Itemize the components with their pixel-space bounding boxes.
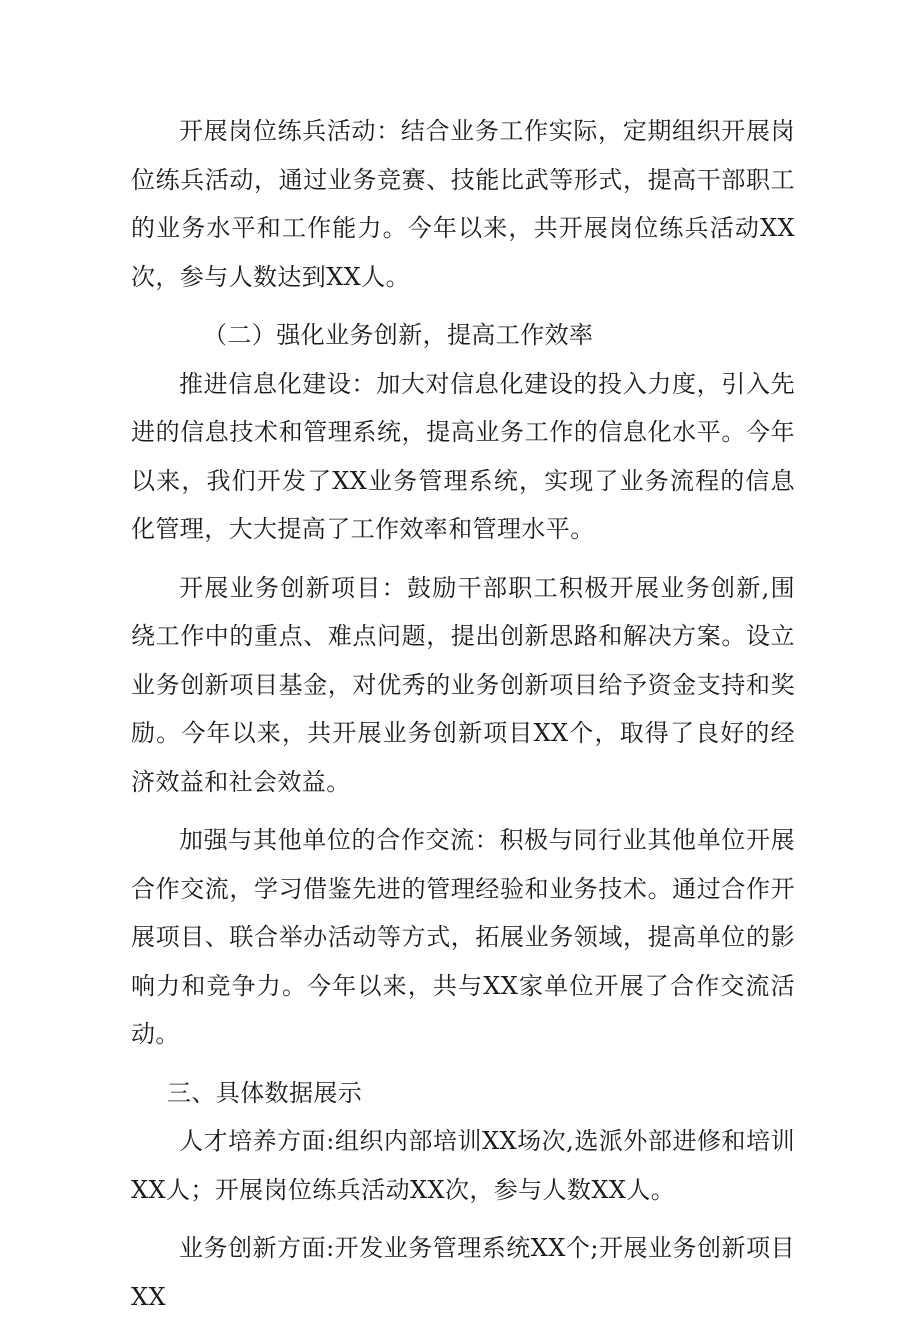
paragraph-informatization: 推进信息化建设：加大对信息化建设的投入力度，引入先进的信息技术和管理系统，提高业务工作的信息化水平。今年以来，我们开发了XX业务管理系统，实现了业务流程的信息化管理，大大提高了工作效率和管理水平。 (131, 369, 795, 543)
section-heading-data-display: 三、具体数据展示 (167, 1078, 363, 1107)
paragraph-job-training: 开展岗位练兵活动：结合业务工作实际，定期组织开展岗位练兵活动，通过业务竞赛、技能比武等形式，提高干部职工的业务水平和工作能力。今年以来，共开展岗位练兵活动XX次，参与人数达到XX人。 (131, 117, 795, 291)
paragraph-innovation-projects: 开展业务创新项目：鼓励干部职工积极开展业务创新,围绕工作中的重点、难点问题，提出创新思路和解决方案。设立业务创新项目基金，对优秀的业务创新项目给予资金支持和奖励。今年以来，共开展业务创新项目XX个，取得了良好的经济效益和社会效益。 (131, 573, 795, 796)
subheading-business-innovation: （二）强化业务创新，提高工作效率 (203, 321, 594, 349)
document-body (131, 107, 795, 1321)
paragraph-talent-data: 人才培养方面:组织内部培训XX场次,选派外部进修和培训XX人；开展岗位练兵活动XX次，参与人数XX人。 (131, 1127, 795, 1204)
paragraph-innovation-data: 业务创新方面:开发业务管理系统XX个;开展业务创新项目XX (131, 1234, 795, 1311)
paragraph-cooperation-exchange: 加强与其他单位的合作交流：积极与同行业其他单位开展合作交流，学习借鉴先进的管理经验和业务技术。通过合作开展项目、联合举办活动等方式，拓展业务领域，提高单位的影响力和竞争力。今年以来，共与XX家单位开展了合作交流活动。 (131, 826, 795, 1048)
